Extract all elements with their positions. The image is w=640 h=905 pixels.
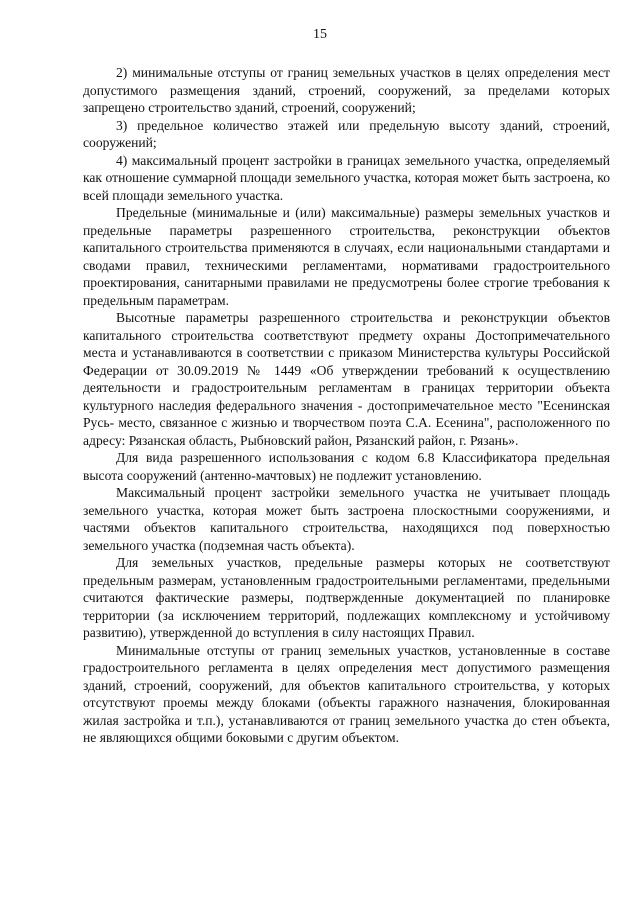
paragraph-blocked-buildings: Минимальные отступы от границ земельных участков, установленные в составе градостроительного регламента в целях определения мест допустимого размещения зданий, строений, сооружений, для объектов капитального строительства, у которых отсутствуют проемы между блоками (объекты гаражного назначения, блокированная жилая застройка и т.п.), устанавливаются от границ земельного участка до стен объекта, не являющихся общими боковыми с другим объектом. bbox=[83, 642, 610, 745]
paragraph-limit-sizes: Предельные (минимальные и (или) максимальные) размеры земельных участков и предельные параметры разрешенного строительства, реконструкции объектов капитального строительства применяются в случаях, если национальными стандартами и сводами правил, техническими регламентами, нормативами градостроительного проектирования, санитарными правилами не предусмотрены более строгие требования к предельным параметрам. bbox=[83, 205, 610, 308]
page-number: 15 bbox=[313, 27, 327, 42]
paragraph-floors-height: 3) предельное количество этажей или предельную высоту зданий, строений, сооружений; bbox=[83, 117, 610, 150]
paragraph-actual-sizes: Для земельных участков, предельные размеры которых не соответствуют предельным размерам, установленным градостроительными регламентами, предельными считаются фактические размеры, подтвержденные документацией по планировке территории (за исключением территорий, подлежащих комплексному и устойчивому развитию), утвержденной до вступления в силу настоящих Правил. bbox=[83, 555, 610, 640]
paragraph-height-parameters: Высотные параметры разрешенного строительства и реконструкции объектов капитального строительства соответствуют предмету охраны Достопримечательного места и устанавливаются в соответствии с приказом Министерства культуры Российской Федерации от 30.09.2019 № 1449 «Об утверждении требований к осуществлению деятельности и градостроительным регламентам в границах территории объекта культурного наследия федерального значения - достопримечательное место "Есенинская Русь- место, связанное с жизнью и творчеством поэта С.А. Есенина", расположенного по адресу: Рязанская область, Рыбновский район, Рязанский район, г. Рязань». bbox=[83, 310, 610, 448]
document-body bbox=[83, 64, 610, 747]
paragraph-code-6-8: Для вида разрешенного использования с кодом 6.8 Классификатора предельная высота сооружений (антенно-мачтовых) не подлежит установлению. bbox=[83, 450, 610, 483]
paragraph-max-coverage: 4) максимальный процент застройки в границах земельного участка, определяемый как отношение суммарной площади земельного участка, которая может быть застроена, ко всей площади земельного участка. bbox=[83, 152, 610, 203]
paragraph-min-setbacks: 2) минимальные отступы от границ земельных участков в целях определения мест допустимого размещения зданий, строений, сооружений, за пределами которых запрещено строительство зданий, строений, сооружений; bbox=[83, 65, 610, 115]
paragraph-coverage-exclusions: Максимальный процент застройки земельного участка не учитывает площадь земельного участка, которая может быть застроена плоскостными сооружениями, и частями объектов капитального строительства, находящихся под поверхностью земельного участка (подземная часть объекта). bbox=[83, 485, 610, 553]
